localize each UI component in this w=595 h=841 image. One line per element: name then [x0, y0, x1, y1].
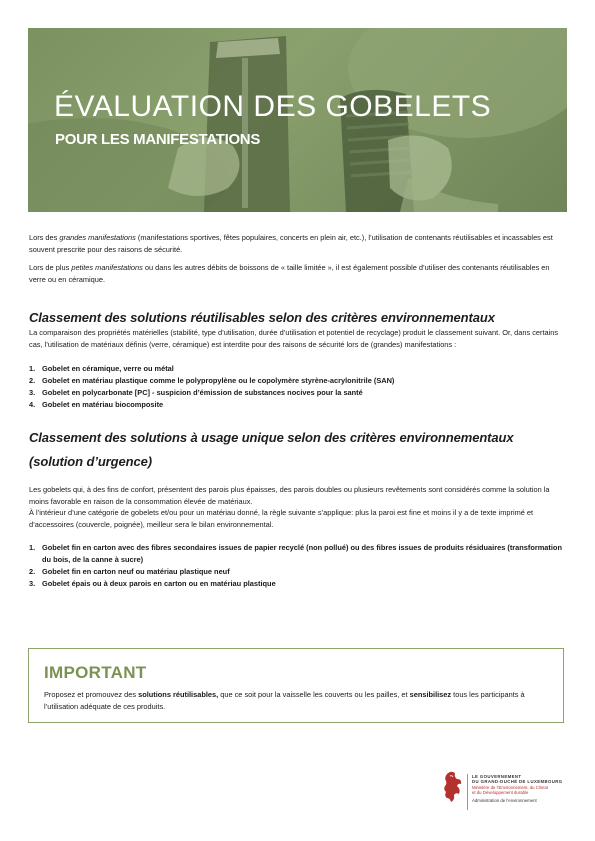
list-text: Gobelet en céramique, verre ou métal: [42, 364, 174, 373]
section-title-line: (solution d’urgence): [29, 454, 152, 469]
reusable-ranking-list: [29, 363, 567, 411]
section-reusable-title: Classement des solutions réutilisables selon des critères environnementaux: [29, 310, 495, 325]
list-text: Gobelet épais ou à deux parois en carton ou en matériau plastique: [42, 579, 276, 588]
list-text: Gobelet en matériau biocomposite: [42, 400, 164, 409]
intro-emphasis: petites manifestations: [71, 263, 143, 272]
list-item: [29, 542, 567, 566]
logo-administration-line: Administration de l’environnement: [472, 798, 537, 804]
list-number: 2.: [29, 567, 36, 576]
main-content: [29, 232, 567, 590]
hero-banner: [28, 28, 567, 212]
intro-text: Lors des: [29, 233, 60, 242]
intro-text: (manifestations sportives, fêtes populaires, concerts en plein air, etc.), l’utilisation de contenants réutilisables et incassables est souvent prescrite pour des raisons de sécurité.: [29, 233, 553, 254]
single-use-ranking-list: [29, 542, 567, 590]
logo-government-line: DU GRAND-DUCHÉ DE LUXEMBOURG: [472, 779, 563, 785]
logo-ministry-line: et du Développement durable: [472, 789, 529, 795]
list-item: [29, 566, 567, 578]
list-text: Gobelet fin en carton avec des fibres secondaires issues de papier recyclé (non pollué) ou des fibres issues de produits résiduaires (transformation du bois, de la canne à sucre): [42, 543, 562, 564]
section-title-line: Classement des solutions à usage unique selon des critères environnementaux: [29, 430, 514, 445]
intro-text: Lors de plus: [29, 263, 72, 272]
logo-divider: [467, 774, 468, 810]
important-emphasis: solutions réutilisables,: [138, 690, 219, 699]
logo-ministry-line: Ministère de l’Environnement, du Climat: [472, 784, 548, 790]
list-text: Gobelet en matériau plastique comme le polypropylène ou le copolymère styrène-acrylonitrile (SAN): [42, 376, 395, 385]
logo-text: [472, 774, 562, 803]
list-number: 2.: [29, 376, 36, 385]
list-number: 1.: [29, 543, 36, 552]
important-title: IMPORTANT: [44, 663, 147, 682]
important-text: [44, 689, 544, 712]
section-single-use-text: [29, 484, 567, 530]
important-text-part: Proposez et promouvez des: [44, 690, 139, 699]
section-single-use-title: [29, 428, 567, 471]
list-item: [29, 578, 567, 590]
list-item: [29, 387, 567, 399]
section-text: À l’intérieur d’une catégorie de gobelets et/ou pour un matériau donné, la règle suivante s’applique: plus la paroi est fine et moins il y a de texte imprimé et d’accessoires (couvercle, poignée), meilleur sera le bilan environnemental.: [29, 508, 534, 529]
page-subtitle: POUR LES MANIFESTATIONS: [55, 131, 261, 148]
list-text: Gobelet en polycarbonate [PC] - suspicion d’émission de substances nocives pour la santé: [42, 388, 363, 397]
list-number: 3.: [29, 388, 36, 397]
important-emphasis: sensibilisez: [409, 690, 452, 699]
intro-emphasis: grandes manifestations: [59, 233, 136, 242]
government-logo: [441, 770, 571, 820]
list-number: 1.: [29, 364, 36, 373]
section-text: Les gobelets qui, à des fins de confort, présentent des parois plus épaisses, des parois doubles ou plusieurs revêtements sont considérés comme la solution la moins favorable en raison de la consommation élevée de matériaux.: [29, 485, 550, 506]
section-reusable-text: La comparaison des propriétés matérielles (stabilité, type d’utilisation, durée d’utilisation et potentiel de recyclage) produit le classement suivant. Or, dans certains cas, l’utilisation de matériaux définis (verre, céramique) est interdite pour des raisons de sécurité lors de (grandes) manifestations :: [29, 328, 559, 349]
list-item: [29, 375, 567, 387]
important-text-part: tous les participants à l’utilisation adéquate de ces produits.: [44, 690, 525, 711]
logo-government-line: LE GOUVERNEMENT: [472, 774, 522, 779]
page-title: ÉVALUATION DES GOBELETS: [54, 90, 492, 123]
important-text-part: que ce soit pour la vaisselle les couverts ou les pailles, et: [218, 690, 410, 699]
list-number: 3.: [29, 579, 36, 588]
list-item: [29, 399, 567, 411]
lion-emblem-icon: [441, 770, 465, 804]
intro-paragraph-2: [29, 262, 567, 285]
intro-text: ou dans les autres débits de boissons de « taille limitée », il est également possible d’utiliser des contenants réutilisables en verre ou en céramique.: [29, 263, 550, 284]
intro-paragraph-1: [29, 232, 567, 255]
list-item: [29, 363, 567, 375]
list-text: Gobelet fin en carton neuf ou matériau plastique neuf: [42, 567, 230, 576]
list-number: 4.: [29, 400, 36, 409]
important-box: [28, 648, 564, 723]
